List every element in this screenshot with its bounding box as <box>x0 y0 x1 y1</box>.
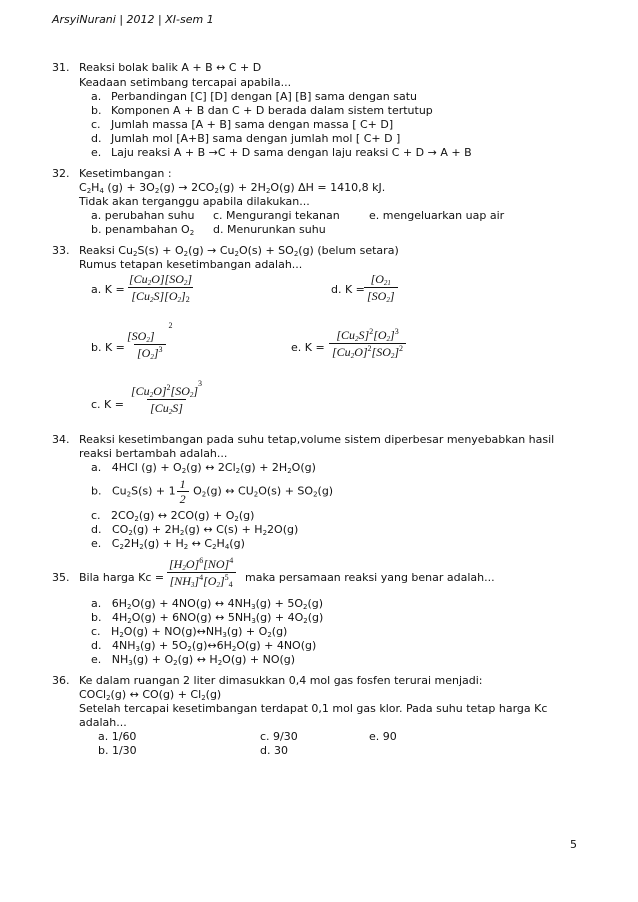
q31-option-c-label: c. <box>91 118 101 131</box>
q36-number: 36. <box>52 674 70 687</box>
q32-stem: Kesetimbangan : <box>79 167 172 180</box>
q33-c-numerator: $[Cu_2O]^2[SO_2]^3$ <box>131 379 203 399</box>
q36-stem: Ke dalam ruangan 2 liter dimasukkan 0,4 mol gas fosfen terurai menjadi: <box>79 674 483 687</box>
q31-option-e: Laju reaksi A + B →C + D sama dengan laju reaksi C + D → A + B <box>111 146 472 159</box>
q31-option-a: Perbandingan [C] [D] dengan [A] [B] sama dengan satu <box>111 90 417 103</box>
q33-option-a-fraction <box>126 272 195 303</box>
q31-option-c: Jumlah massa [A + B] sama dengan massa [ C+ D] <box>111 118 394 131</box>
q35-number: 35. <box>52 571 70 584</box>
q33-a-denominator: $[Cu_2S][O_2]_2$ <box>128 287 192 303</box>
q35-prefix: Bila harga Kc = <box>79 571 165 584</box>
q31-subtext: Keadaan setimbang tercapai apabila... <box>79 76 292 89</box>
q36-line4: adalah... <box>79 716 127 729</box>
q35-kc-numerator: $[H_2O]^6[NO]^4$ <box>169 556 234 572</box>
q33-c-denominator: $[Cu_2S]$ <box>147 399 186 415</box>
q31-option-a-label: a. <box>91 90 102 103</box>
page-header: ArsyiNurani | 2012 | XI-sem 1 <box>52 13 214 26</box>
q32-option-c: c. Mengurangi tekanan <box>213 209 340 222</box>
q33-subtext: Rumus tetapan kesetimbangan adalah... <box>79 258 303 271</box>
q33-d-denominator: $[SO_2]$ <box>364 287 398 303</box>
q33-option-b-fraction <box>124 321 176 361</box>
q35-option-a: a. $6H_2O(g) + 4NO(g)$ ↔ $4NH_3(g) + 5O_2(g)$ <box>91 597 324 611</box>
q33-stem: Reaksi $Cu_2S(s) + O_2(g) \to Cu_2O(s) + SO_2(g)$ (belum setara) <box>79 244 399 258</box>
q36-option-a: a. 1/60 <box>98 730 137 743</box>
page-number: 5 <box>570 838 577 851</box>
q33-d-numerator: [$O_{21}$ <box>370 272 391 287</box>
q34-stem-line1: Reaksi kesetimbangan pada suhu tetap,volume sistem diperbesar menyebabkan hasil <box>79 433 555 446</box>
q36-option-e: e. 90 <box>369 730 397 743</box>
q33-option-e-fraction <box>329 328 406 359</box>
q33-option-d-fraction <box>364 272 398 303</box>
q34-option-e: e. $C_22H_2(g) + H_2$ ↔ $C_2H_4(g)$ <box>91 537 245 551</box>
q34-option-d: d. $CO_2(g) + 2H_2(g)$ ↔ $C(s) + H_22O(g)$ <box>91 523 299 537</box>
q31-option-e-label: e. <box>91 146 102 159</box>
q32-option-d: d. Menurunkan suhu <box>213 223 326 236</box>
q31-stem: Reaksi bolak balik A + B ↔ C + D <box>79 61 262 74</box>
q34-option-a: a. 4HCl $(g) + O_2(g)$ ↔ $2Cl_2(g) + 2H_2O(g)$ <box>91 461 316 475</box>
q35-option-e: e. $NH_3(g) + O_2(g)$ ↔ $H_2O(g) + NO(g)$ <box>91 653 296 667</box>
q31-option-d-label: d. <box>91 132 102 145</box>
q32-option-a: a. perubahan suhu <box>91 209 195 222</box>
q33-option-d-label: d. K = <box>331 283 365 296</box>
q34-option-c: c. $2CO_2(g)$ ↔ $2CO(g) + O_2(g)$ <box>91 509 255 523</box>
q35-suffix: maka persamaan reaksi yang benar adalah... <box>245 571 495 584</box>
q36-option-b: b. 1/30 <box>98 744 137 757</box>
q33-number: 33. <box>52 244 70 257</box>
q33-b-denominator: $[O_2]^3$ <box>134 344 166 360</box>
q35-option-b: b. $4H_2O(g) + 6NO(g)$ ↔ $5NH_3(g) + 4O_2(g)$ <box>91 611 324 625</box>
q31-option-d: Jumlah mol [A+B] sama dengan jumlah mol [ C+ D ] <box>111 132 401 145</box>
q33-option-a-label: a. K = <box>91 283 125 296</box>
q32-number: 32. <box>52 167 70 180</box>
q31-number: 31. <box>52 61 70 74</box>
q33-b-numerator: $[SO_2]^2$ <box>127 321 173 344</box>
q33-a-numerator: $[Cu_2O][SO_2]$ <box>129 272 193 287</box>
q31-option-b-label: b. <box>91 104 102 117</box>
q33-option-e-label: e. K = <box>291 341 325 354</box>
q35-option-d: d. $4NH_3(g)$ + $5O_2(g)\leftrightarrow 6H_2O(g) + 4NO(g)$ <box>91 639 317 653</box>
q36-option-d: d. 30 <box>260 744 288 757</box>
q36-equation: COCl$_2$(g) ↔ $CO(g) + Cl_2(g)$ <box>79 688 222 702</box>
q33-option-c-label: c. K = <box>91 398 124 411</box>
q35-kc-fraction <box>166 557 236 588</box>
q33-e-denominator: $[Cu_2O]^2[SO_2]^2$ <box>329 343 406 359</box>
q35-kc-denominator: $[NH_3]^4[O_2]^5_4$ <box>167 572 236 588</box>
q36-line3: Setelah tercapai kesetimbangan terdapat 0,1 mol gas klor. Pada suhu tetap harga Kc <box>79 702 548 715</box>
q32-option-e: e. mengeluarkan uap air <box>369 209 505 222</box>
q31-option-b: Komponen A + B dan C + D berada dalam sistem tertutup <box>111 104 433 117</box>
q32-subtext: Tidak akan terganggu apabila dilakukan... <box>79 195 310 208</box>
q32-option-b: b. penambahan $O_2$ <box>91 223 195 237</box>
q33-option-b-label: b. K = <box>91 341 125 354</box>
q36-option-c: c. 9/30 <box>260 730 298 743</box>
q33-e-numerator: $[Cu_2S]^2[O_2]^3$ <box>336 327 399 343</box>
q34-option-b: b. $Cu_2S(s) + 1$ $\frac{1}{2}$ $O_2(g)$ ↔ $CU_2O(s) + SO_2(g)$ <box>91 477 334 506</box>
q34-stem-line2: reaksi bertambah adalah... <box>79 447 228 460</box>
q34-number: 34. <box>52 433 70 446</box>
q33-option-c-fraction <box>128 379 205 416</box>
q32-equation: $C_2H_4$ $(g) + 3O_2(g) \to 2CO_2(g) + 2H_2O(g) \Delta H = 1410,8$ kJ. <box>79 181 386 195</box>
q35-option-c: c. $H_2O(g)$ + $NO(g)\leftrightarrow NH_3(g) + O_2(g)$ <box>91 625 288 639</box>
